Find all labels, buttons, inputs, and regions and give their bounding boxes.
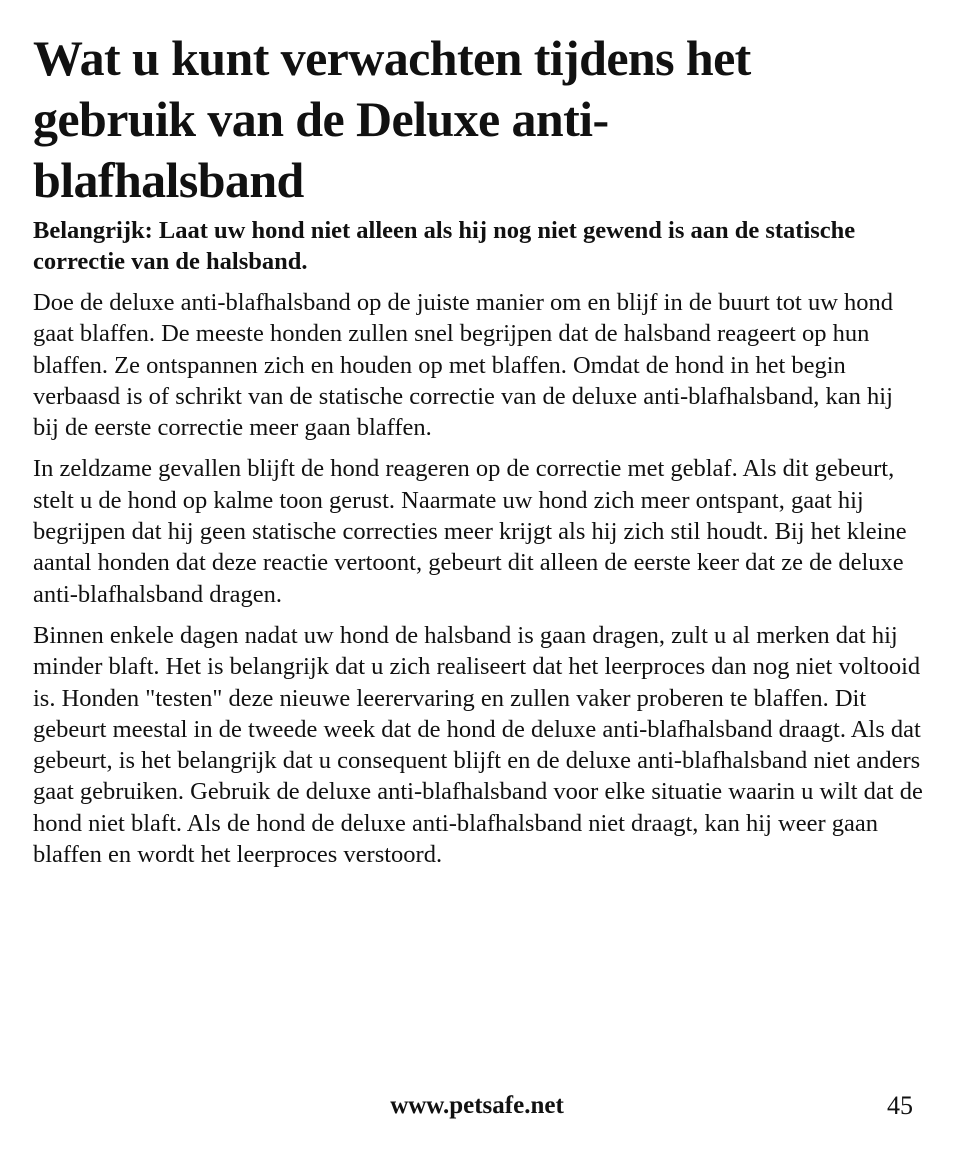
body-paragraph-3: Binnen enkele dagen nadat uw hond de halsband is gaan dragen, zult u al merken dat hij minder blaft. Het is belangrijk dat u zich realiseert dat het leerproces dan nog niet voltooid is. Honden "testen" deze nieuwe leerervaring en zullen vaker proberen te blaffen. Dit gebeurt meestal in de tweede week dat de hond de deluxe anti-blafhalsband draagt. Als dat gebeurt, is het belangrijk dat u consequent blijft en de deluxe anti-blafhalsband niet anders gaat gebruiken. Gebruik de deluxe anti-blafhalsband voor elke situatie waarin u wilt dat de hond niet blaft. Als de hond de deluxe anti-blafhalsband niet draagt, kan hij weer gaan blaffen en wordt het leerproces verstoord. <box>33 621 923 869</box>
page-number: 45 <box>887 1091 913 1120</box>
important-note: Belangrijk: Laat uw hond niet alleen als hij nog niet gewend is aan de statische correctie van de halsband. <box>33 217 856 275</box>
page-content <box>33 28 923 870</box>
footer-website-url: www.petsafe.net <box>390 1092 564 1119</box>
page-title: Wat u kunt verwachten tijdens het gebruik van de Deluxe anti-blafhalsband <box>33 30 751 208</box>
body-paragraph-2: In zeldzame gevallen blijft de hond reageren op de correctie met geblaf. Als dit gebeurt, stelt u de hond op kalme toon gerust. Naarmate uw hond zich meer ontspant, gaat hij begrijpen dat hij geen statische correcties meer krijgt als hij zich stil houdt. Bij het kleine aantal honden dat deze reactie vertoont, gebeurt dit alleen de eerste keer dat ze de deluxe anti-blafhalsband dragen. <box>33 455 907 608</box>
body-paragraph-1: Doe de deluxe anti-blafhalsband op de juiste manier om en blijf in de buurt tot uw hond gaat blaffen. De meeste honden zullen snel begrijpen dat de halsband reageert op hun blaffen. Ze ontspannen zich en houden op met blaffen. Omdat de hond in het begin verbaasd is of schrikt van de statische correctie van de deluxe anti-blafhalsband, kan hij bij de eerste correctie meer gaan blaffen. <box>33 289 894 442</box>
